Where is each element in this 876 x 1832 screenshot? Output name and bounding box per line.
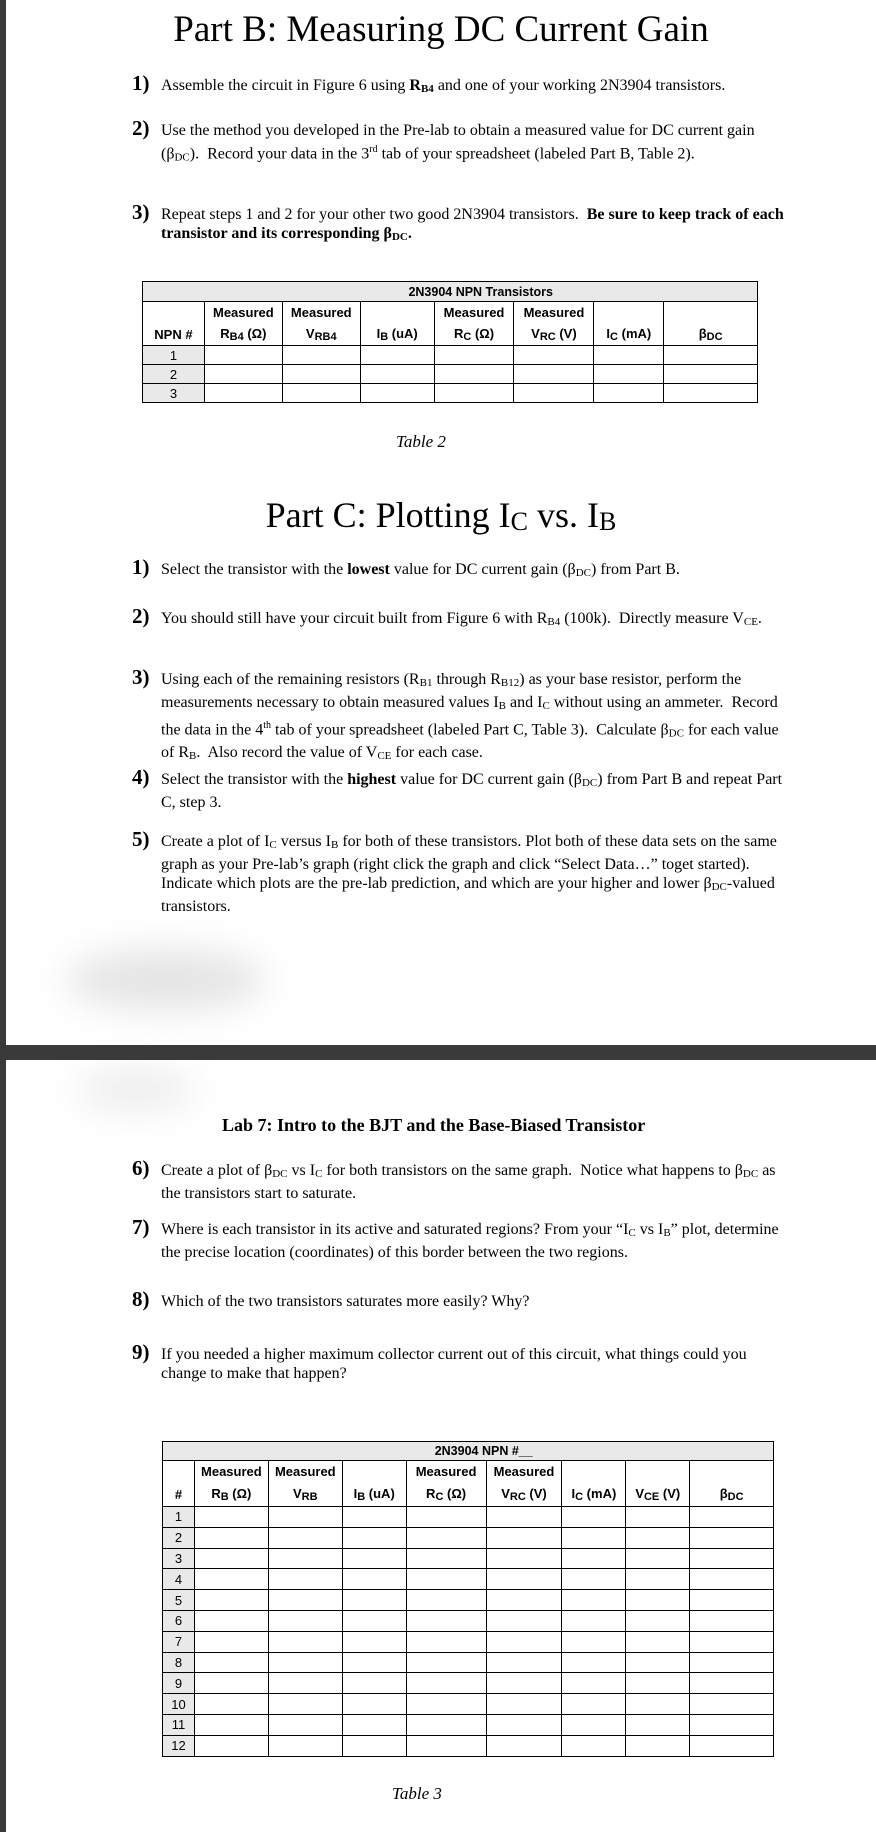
part-c-step-9: 9) If you needed a higher maximum collector current out of this circuit, what things could you change to make that happen? xyxy=(132,1340,747,1382)
part-c-step-8: 8) Which of the two transistors saturates more easily? Why? xyxy=(132,1287,530,1311)
table-2-caption: Table 2 xyxy=(396,432,446,451)
col-header: $V_{CE}$ (V) xyxy=(626,1483,690,1507)
part-c-step-6: 6) Create a plot of $\beta_{DC}$ vs $I_C$ for both transistors on the same graph. Notice what happens to $\beta_{DC}$ as the transistors start to saturate. xyxy=(132,1156,776,1202)
col-header: NPN # xyxy=(143,324,205,346)
col-header: $I_C$ (mA) xyxy=(562,1483,626,1507)
table-3 xyxy=(162,1441,774,1757)
band-cell xyxy=(143,282,205,302)
col-header: $R_{B4}$ (Ω) xyxy=(204,324,282,346)
table-row: 2 xyxy=(143,365,758,384)
table-row: 12 xyxy=(163,1735,774,1756)
table-row: 3 xyxy=(163,1548,774,1569)
scan-smudge xyxy=(66,950,266,1010)
col-header: $R_C$ (Ω) xyxy=(434,324,514,346)
col-header: $I_C$ (mA) xyxy=(594,324,664,346)
table-row: 11 xyxy=(163,1714,774,1735)
table-row: 4 xyxy=(163,1569,774,1590)
part-b-step-1: 1) Assemble the circuit in Figure 6 using $R_{B4}$ and one of your working 2N3904 transistors. xyxy=(132,71,726,95)
table-3-caption: Table 3 xyxy=(392,1784,442,1803)
measured-label: Measured xyxy=(268,1461,342,1483)
table-3-title: 2N3904 NPN #__ xyxy=(194,1442,773,1461)
col-header: $V_{RC}$ (V) xyxy=(486,1483,562,1507)
measured-label: Measured xyxy=(204,302,282,324)
table-2-header-row xyxy=(143,324,758,346)
part-b-title: Part B: Measuring DC Current Gain xyxy=(173,9,709,50)
table-row: 1 xyxy=(143,346,758,365)
table-row: 2 xyxy=(163,1527,774,1548)
part-c-title: Part C: Plotting $I_C$ vs. $I_B$ xyxy=(265,495,617,536)
table-2-title: 2N3904 NPN Transistors xyxy=(204,282,757,302)
part-c-step-2: 2) You should still have your circuit built from Figure 6 with $R_{B4}$ (100k). Directly measure $V_{CE}$. xyxy=(132,604,762,628)
table-row: 9 xyxy=(163,1673,774,1694)
col-header: $\beta_{DC}$ xyxy=(690,1483,774,1507)
col-header: $I_B$ (uA) xyxy=(342,1483,406,1507)
col-header: $V_{RB}$ xyxy=(268,1483,342,1507)
col-header: $R_C$ (Ω) xyxy=(406,1483,486,1507)
table-2 xyxy=(142,281,758,403)
col-header: $R_B$ (Ω) xyxy=(194,1483,268,1507)
measured-label: Measured xyxy=(434,302,514,324)
measured-label: Measured xyxy=(486,1461,562,1483)
table-row: 5 xyxy=(163,1590,774,1611)
table-row: 8 xyxy=(163,1652,774,1673)
col-header: $I_B$ (uA) xyxy=(360,324,434,346)
table-row: 6 xyxy=(163,1610,774,1631)
part-c-step-7: 7) Where is each transistor in its active and saturated regions? From your “$I_C$ vs $I_B$” plot, determine the precise location (coordinates) of this border between the two regions. xyxy=(132,1215,779,1261)
page-header: Lab 7: Intro to the BJT and the Base-Biased Transistor xyxy=(222,1115,646,1135)
col-header: $V_{RB4}$ xyxy=(282,324,360,346)
document-page-2 xyxy=(6,1060,876,1832)
table-row: 7 xyxy=(163,1631,774,1652)
measured-label: Measured xyxy=(282,302,360,324)
part-c-step-4: 4) Select the transistor with the highest value for DC current gain $(\beta_{DC})$ from Part B and repeat Part C, step 3. xyxy=(132,765,783,811)
part-b-step-2: 2) Use the method you developed in the Pre-lab to obtain a measured value for DC current gain $(\beta_{DC})$. Record your data in the 3rd tab of your spreadsheet (labeled Part B, Table 2). xyxy=(132,116,755,164)
part-c-step-5: 5) Create a plot of $I_C$ versus $I_B$ for both of these transistors. Plot both of these data sets on the same graph as your Pre-lab’s graph (right click the graph and click “Select Data…” toget started). Indicate which plots are the pre-lab prediction, and which are your higher and lower $\beta_{DC}$-valued transistors. xyxy=(132,827,777,915)
col-header: $V_{RC}$ (V) xyxy=(514,324,594,346)
table-row: 10 xyxy=(163,1694,774,1715)
measured-label: Measured xyxy=(194,1461,268,1483)
part-b-step-3: 3) Repeat steps 1 and 2 for your other two good 2N3904 transistors. Be sure to keep track of each transistor and its corresponding $\beta_{DC}$. xyxy=(132,200,784,243)
measured-label: Measured xyxy=(514,302,594,324)
table-row: 3 xyxy=(143,384,758,403)
table-row: 1 xyxy=(163,1507,774,1528)
col-header: $\beta_{DC}$ xyxy=(664,324,758,346)
part-c-step-3: 3) Using each of the remaining resistors ($R_{B1}$ through $R_{B12}$) as your base resistor, perform the measurements necessary to obtain measured values $I_B$ and $I_C$ without using an ammeter. Record the data in the 4th tab of your spreadsheet (labeled Part C, Table 3). Calculate $\beta_{DC}$ for each value of $R_B$. Also record the value of $V_{CE}$ for each case. xyxy=(132,665,779,763)
measured-label: Measured xyxy=(406,1461,486,1483)
table-3-header-row xyxy=(163,1483,774,1507)
document-page-1 xyxy=(6,0,876,1045)
part-c-step-1: 1) Select the transistor with the lowest value for DC current gain $(\beta_{DC})$ from Part B. xyxy=(132,555,680,579)
scan-smudge xyxy=(76,1070,196,1110)
col-header: # xyxy=(163,1483,195,1507)
